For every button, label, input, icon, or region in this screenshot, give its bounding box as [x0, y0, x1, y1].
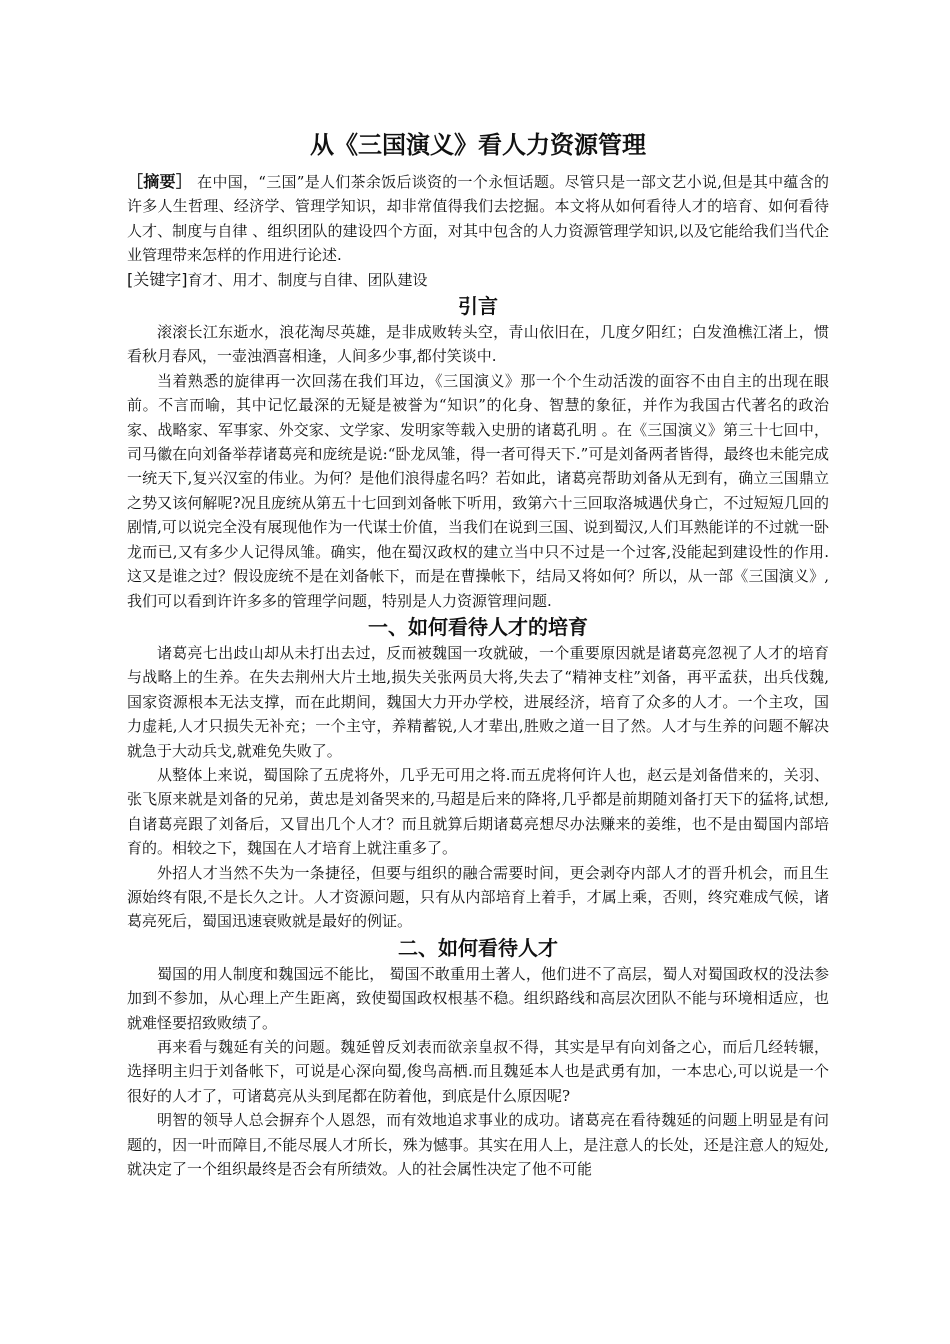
keywords-label: [关键字]	[127, 269, 188, 289]
document-title: 从《三国演义》看人力资源管理	[310, 131, 646, 159]
keywords	[127, 268, 829, 292]
document-page	[127, 128, 829, 1181]
paragraph: 当着熟悉的旋律再一次回荡在我们耳边，《三国演义》那一个个生动活泼的面容不由自主的出现在眼前。不言而喻，其中记忆最深的无疑是被誉为“知识”的化身、智慧的象征，并作为我国古代著名的政治家、战略家、军事家、外交家、文学家、发明家等载入史册的诸葛孔明 。在《三国演义》第三十七回中，司马徽在向刘备举荐诸葛亮和庞统是说:“卧龙凤雏，得一者可得天下.”可是刘备两者皆得，最终也未能完成一统天下,复兴汉室的伟业。为何？是他们浪得虚名吗？若如此，诸葛亮帮助刘备从无到有，确立三国鼎立之势又该何解呢?况且庞统从第五十七回到刘备帐下听用，致第六十三回取洛城遇伏身亡，不过短短几回的剧情,可以说完全没有展现他作为一代谋士价值，当我们在说到三国、说到蜀汉,人们耳熟能详的不过就一卧龙而已,又有多少人记得凤雏。确实，他在蜀汉政权的建立当中只不过是一个过客,没能起到建设性的作用.这又是谁之过？假设庞统不是在刘备帐下，而是在曹操帐下，结局又将如何？所以，从一部《三国演义》,我们可以看到许许多多的管理学问题，特别是人力资源管理问题.	[127, 371, 829, 610]
paragraph: 再来看与魏延有关的问题。魏延曾反刘表而欲亲皇叔不得，其实是早有向刘备之心，而后几经转辗，选择明主归于刘备帐下，可说是心深向蜀,俊鸟高栖.而且魏延本人也是武勇有加，一本忠心,可以说是一个很好的人才了，可诸葛亮从头到尾都在防着他，到底是什么原因呢?	[127, 1038, 829, 1105]
abstract-label: ［摘要］	[127, 172, 193, 191]
keywords-text: 育才、用才、制度与自律、团队建设	[187, 270, 428, 289]
abstract-text: 在中国，“三国”是人们茶余饭后谈资的一个永恒话题。尽管只是一部文艺小说,但是其中蕴含的许多人生哲理、经济学、管理学知识，却非常值得我们去挖掘。本文将从如何看待人才的培育、如何看待人才、制度与自律 、组织团队的建设四个方面，对其中包含的人力资源管理学知识,以及它能给我们当代企业管理带来怎样的作用进行论述.	[127, 173, 829, 265]
paragraph: 诸葛亮七出歧山却从未打出去过，反而被魏国一攻就破，一个重要原因就是诸葛亮忽视了人才的培育与战略上的生养。在失去荆州大片土地,损失关张两员大将,失去了“精神支柱”刘备，再平孟获，出兵伐魏,国家资源根本无法支撑，而在此期间，魏国大力开办学校，进展经济，培育了众多的人才。一个主攻，国力虚耗,人才只损失无补充；一个主守，养精蓄锐,人才辈出,胜败之道一目了然。人才与生养的问题不解决就急于大动兵戈,就难免失败了。	[127, 643, 829, 760]
paragraph: 从整体上来说，蜀国除了五虎将外，几乎无可用之将.而五虎将何许人也，赵云是刘备借来的，关羽、张飞原来就是刘备的兄弟，黄忠是刘备哭来的,马超是后来的降将,几乎都是前期随刘备打天下的猛将,试想,自诸葛亮跟了刘备后，又冒出几个人才？而且就算后期诸葛亮想尽办法赚来的姜维，也不是由蜀国内部培育的。相较之下，魏国在人才培育上就注重多了。	[127, 765, 829, 858]
paragraph: 滚滚长江东逝水，浪花淘尽英雄，是非成败转头空，青山依旧在，几度夕阳红；白发渔樵江渚上，惯看秋月春风，一壶浊酒喜相逢，人间多少事,都付笑谈中.	[127, 323, 829, 366]
paragraph: 蜀国的用人制度和魏国远不能比， 蜀国不敢重用土著人，他们进不了高层，蜀人对蜀国政权的没法参加到不参加，从心理上产生距离，致使蜀国政权根基不稳。组织路线和高层次团队不能与环境相适应，也就难怪要招致败绩了。	[127, 964, 829, 1032]
paragraph: 明智的领导人总会摒弃个人恩怨，而有效地追求事业的成功。诸葛亮在看待魏延的问题上明显是有问题的，因一叶而障目,不能尽展人才所长，殊为憾事。其实在用人上，是注意人的长处，还是注意人的短处,就决定了一个组织最终是否会有所绩效。人的社会属性决定了他不可能	[127, 1111, 829, 1179]
section-heading-talent-cultivation: 一、如何看待人才的培育	[368, 614, 588, 639]
section-heading-talent-view: 二、如何看待人才	[398, 935, 558, 960]
section-heading-intro: 引言	[458, 294, 498, 319]
abstract	[127, 170, 829, 268]
paragraph: 外招人才当然不失为一条捷径，但要与组织的融合需要时间，更会剥夺内部人才的晋升机会，而且生源始终有限,不是长久之计。人才资源问题，只有从内部培育上着手，才属上乘，否则，终究难成气候，诸葛亮死后，蜀国迅速衰败就是最好的例证。	[127, 863, 829, 931]
